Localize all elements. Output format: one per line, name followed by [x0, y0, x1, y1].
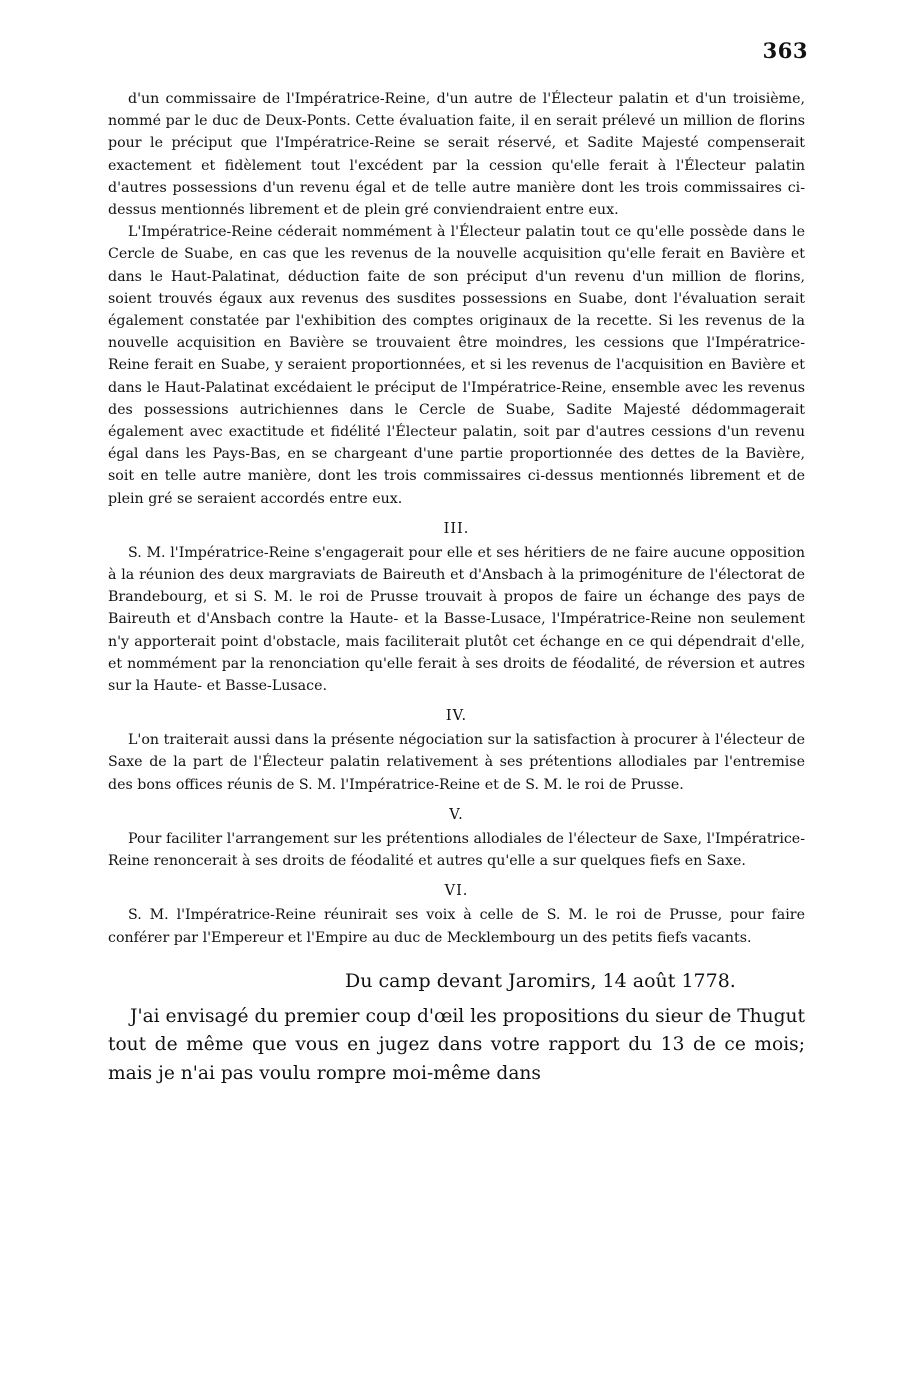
letter-dateline: Du camp devant Jaromirs, 14 août 1778. — [345, 969, 736, 992]
document-body — [108, 88, 805, 1088]
paragraph-evaluation: d'un commissaire de l'Impératrice-Reine, d'un autre de l'Électeur palatin et d'un troisième, nommé par le duc de Deux-Ponts. Cette évaluation faite, il en serait prélevé un million de florins pour le préciput que l'Impératrice-Reine se serait réservé, et Sadite Majesté compenserait exactement et fidèlement tout l'excédent par la cession qu'elle ferait à l'Électeur palatin d'autres possessions d'un revenu égal et de telle autre manière dont les trois commissaires ci-dessus mentionnés librement et de plein gré conviendraient entre eux. — [108, 91, 805, 219]
section-heading-iii: III. — [443, 520, 470, 537]
paragraph-article-iv: L'on traiterait aussi dans la présente négociation sur la satisfaction à procurer à l'électeur de Saxe de la part de l'Électeur palatin relativement à ses prétentions allodiales par l'entremise des bons offices réunis de S. M. l'Impératrice-Reine et de S. M. le roi de Prusse. — [108, 732, 805, 793]
paragraph-article-iii: S. M. l'Impératrice-Reine s'engagerait pour elle et ses héritiers de ne faire aucune opposition à la réunion des deux margraviats de Baireuth et d'Ansbach à la primogéniture de l'électorat de Brandebourg, et si S. M. le roi de Prusse trouvait à propos de faire un échange des pays de Baireuth et d'Ansbach contre la Haute- et la Basse-Lusace, l'Impératrice-Reine non seulement n'y apporterait point d'obstacle, mais faciliterait plutôt cet échange en ce qui dépendrait d'elle, et nommément par la renonciation qu'elle ferait à ses droits de féodalité, de réversion et autres sur la Haute- et Basse-Lusace. — [108, 544, 805, 695]
paragraph-suabe-cession: L'Impératrice-Reine céderait nommément à l'Électeur palatin tout ce qu'elle possède dans le Cercle de Suabe, en cas que les revenus de la nouvelle acquisition qu'elle ferait en Bavière et dans le Haut-Palatinat, déduction faite de son préciput d'un revenu d'un million de florins, soient trouvés égaux aux revenus des susdites possessions en Suabe, dont l'évaluation serait également constatée par l'exhibition des comptes originaux de la recette. Si les revenus de la nouvelle acquisition en Bavière se trouvaient être moindres, les cessions que l'Impératrice-Reine ferait en Suabe, y seraient proportionnées, et si les revenus de l'acquisition en Bavière et dans le Haut-Palatinat excédaient le préciput de l'Impératrice-Reine, ensemble avec les revenus des possessions autrichiennes dans le Cercle de Suabe, Sadite Majesté dédommagerait également avec exactitude et fidélité l'Électeur palatin, soit par d'autres cessions d'un revenu égal dans les Pays-Bas, en se chargeant d'une partie proportionnée des dettes de la Bavière, soit en telle autre manière, dont les trois commissaires ci-dessus mentionnés librement et de plein gré se seraient accordés entre eux. — [108, 224, 805, 507]
paragraph-article-v: Pour faciliter l'arrangement sur les prétentions allodiales de l'électeur de Saxe, l'Impératrice-Reine renoncerait à ses droits de féodalité et autres qu'elle a sur quelques fiefs en Saxe. — [108, 830, 805, 870]
page-number: 363 — [762, 38, 808, 63]
section-heading-iv: IV. — [445, 708, 468, 725]
section-heading-vi: VI. — [444, 883, 469, 900]
letter-opening-paragraph: J'ai envisagé du premier coup d'œil les propositions du sieur de Thugut tout de même que vous en jugez dans votre rapport du 13 de ce mois; mais je n'ai pas voulu rompre moi-même dans — [108, 1005, 805, 1084]
section-heading-v: V. — [449, 806, 464, 823]
paragraph-article-vi: S. M. l'Impératrice-Reine réunirait ses voix à celle de S. M. le roi de Prusse, pour faire conférer par l'Empereur et l'Empire au duc de Mecklembourg un des petits fiefs vacants. — [108, 907, 805, 946]
